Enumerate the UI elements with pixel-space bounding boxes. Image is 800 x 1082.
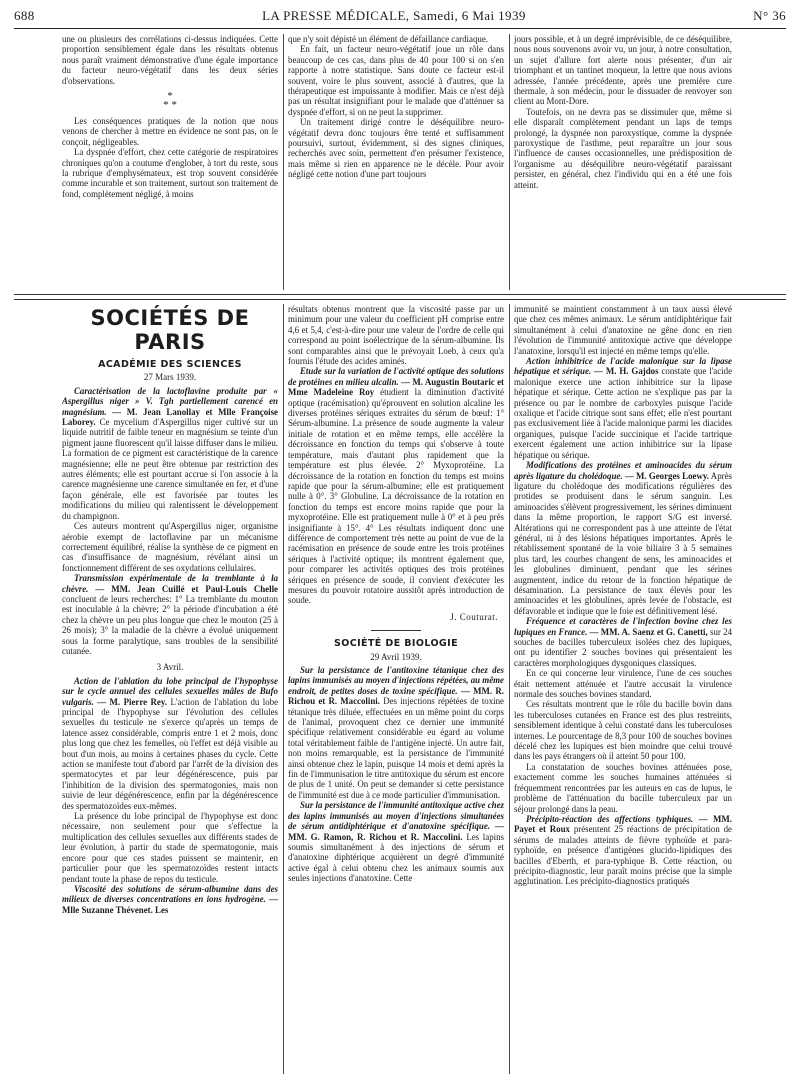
session-date: 27 Mars 1939. [143,372,197,383]
session-date: 29 Avril 1939. [370,651,422,662]
top-column-3 [514,34,732,290]
article-text: L'action de l'ablation du lobe principal de l'hypophyse sur l'évolution des cellules sexuelles du testicule ne s'exerce qu'après un temps de latence assez considérable, compris entre 1 et 2 mois, donc plus long que chez les femelles, où l'effet est déjà visible au bout d'un mois, au moins à certaines phases du cycle. Cette action se manifeste tout d'abord par l'arrêt de la division des spermatocytes et par leur dégénérescence, puis par l'inhibition de la division des spermatogonies, mais non suivie de leur dégénérescence, enfin par la dégénérescence des spermatozoïdes eux-mêmes. [62,696,278,811]
session-date: 3 Avril. [156,662,184,673]
paragraph: une ou plusieurs des corrélations ci-dessus indiquées. Cette proportion sensiblement égale dans les résultats obtenus nous paraît vraiment démonstrative d'une égale importance du facteur neuro-végétatif dans les deux séries d'observations. [62,34,278,86]
section-title: SOCIÉTÉS DE PARIS [90,306,250,354]
section-break-stars: * * * [163,90,177,112]
article-title: Transmission expérimentale de la tremblante à la chèvre. [62,573,278,594]
article-title: Modifications des protéines et aminoacides du sérum après ligature du cholédoque. [514,460,732,481]
signature: J. Couturat. [450,611,498,622]
paragraph: En ce qui concerne leur virulence, l'une de ces souches était nettement atténuée et l'autre accusait la virulence normale des souches bovines standard. [514,668,732,700]
bottom-column-3 [514,304,732,1074]
article-authors: — MM. R. Richou et R. Maccolini. [288,685,504,707]
article-text: étudient la diminution d'activité optique (racémisation) qu'éprouvent en solution alcaline les diverses protéines sériques extraites du sérum de bœuf: 1° Sérum-albumine. La présence de soude augmente la valeur initiale de rotation et en même temps, elle accélère la décroissance en fonction du temps qui s'observe à toute température, mais d'autant plus rapidement que la température est plus élevée. 2° Myxoprotéine. La décroissance de la rotation en fonction du temps est moins rapide que pour la sérum-albumine; elle est pratiquement nulle à 0°. 3° Globuline. La décroissance de la rotation en fonction du temps est encore moins rapide que pour la myxoprotéine. Elle est pratiquement nulle à 0° et à peu près insignifiante à 15°. 4° Les résultats indiquent donc une différence de comportement très nette au point de vue de la racémisation en présence de soude entre les trois protéines sériques à l'activité optique; ils montrent également que, pour comparer les activités optiques des trois protéines sériques en présence de soude, il convient d'exécuter les mesures du pouvoir rotatoire aussitôt après introduction de soude. [288,387,504,606]
society-heading: ACADÉMIE DES SCIENCES [98,359,242,370]
journal-title: LA PRESSE MÉDICALE, Samedi, 6 Mai 1939 [262,8,526,23]
paragraph: En fait, un facteur neuro-végétatif joue un rôle dans beaucoup de ces cas, dans plus de 40 pour 100 si on s'en rapporte à notre statistique. Sans doute ce facteur est-il souvent, voire le plus souvent, associé à d'autres, que la thérapeutique est impuissante à modifier. Mais ce n'est déjà pas un résultat insignifiant pour le malade que d'atténuer sa dyspnée d'effort, si on ne peut la supprimer. [288,44,504,117]
article-title: Etude sur la variation de l'activité optique des solutions de protéines en milieu alcalin. [288,366,504,387]
paragraph: immunité se maintient constamment à un taux aussi élevé que chez ces mêmes animaux. Le sérum antidiphtérique fait simultanément à celui d'anatoxine ne gêne donc en rien l'évolution de l'immunité antitoxique active que développe l'anatoxine, lorsqu'il est injecté en même temps qu'elle. [514,304,732,356]
top-column-1 [62,34,278,290]
article-title: Sur la persistance de l'antitoxine tétanique chez des lapins immunisés au moyen d'injections répétées, au même endroit, de petites doses de toxine spécifique. [288,665,504,696]
paragraph: Un traitement dirigé contre le déséquilibre neuro-végétatif devra donc toujours être tenté et suffisamment poursuivi, surtout, évidemment, si des signes cliniques, recherchés avec soin, permettent d'en présumer l'existence, mais même si rien en apparence ne le décèle. Pour avoir négligé cette notion d'une part toujours [288,117,504,180]
article-title: Action de l'ablation du lobe principal de l'hypophyse sur le cycle annuel des cellules sexuelles mâles de Bufo vulgaris. [62,675,278,707]
column-rule [283,304,284,1074]
article-authors: — MM. Payet et Roux [514,813,732,835]
article-authors: — M. H. Gajdos [594,366,659,377]
section-divider [14,294,786,300]
issue-number: N° 36 [753,8,786,23]
article-text: Ce mycelium d'Aspergillus niger cultivé sur un liquide nutritif de faible teneur en magnésium se teinte d'un pigment jaune fluorescent qu'il laisse diffuser dans le milieu. La formation de ce pigment est caractéristique de la carence magnésienne; elle ne peut être obtenue par restriction des autres éléments; elle est pourtant accrue si l'on associe à la carence magnésienne une carence simultanée en fer, et d'une façon générale, elle est favorisée par toutes les modifications du milieu qui ralentissent le développement du champignon. [62,417,278,521]
bottom-column-2 [288,304,504,1074]
article-text: constate que l'acide malonique exerce une action inhibitrice sur la lipase hépatique et sérique. Cette action ne s'explique pas par la présence ou par le nombre de carboxyles puisque l'acide oxalique et l'acide citrique sont sans effet; elle n'est pourtant pas exclusivement liée à l'acide malonique parmi les diacides organiques, puisque l'acide succinique et l'acide tartrique exercent également une action inhibitrice sur la lipase hépatique ou sérique. [514,366,732,460]
article-title: Fréquence et caractères de l'infection bovine chez les lupiques en France. [514,616,732,637]
article-title: Action inhibitrice de l'acide malonique sur la lipase hépatique et sérique. [514,356,732,377]
article-title: Précipito-réaction des affections typhiques. [526,813,694,824]
page-number: 688 [14,8,35,23]
article-authors: — MM. A. Saenz et G. Canetti, [589,626,708,637]
article-text: présentent 25 réactions de précipitation de sérums de malades atteints de fièvre typhoïde et para-typhoïde, en présence d'antigènes glucido-lipidiques des bacilles d'Eberth, et para-typhique B. Cette réaction, ou précipito-diagnostic, leur paraît moins précise que la simple agglutination. Les précipito-diagnostics pratiqués [514,824,732,887]
paragraph: résultats obtenus montrent que la viscosité passe par un minimum pour une valeur du coefficient pH comprise entre 4,6 et 5,4, c'est-à-dire pour une valeur de l'ordre de celle qui correspond au point isoélectrique de la sérum-albumine. Ils sont comparables ainsi que le prévoyait Loeb, à ceux qu'a fournis l'étude des acides aminés. [288,304,504,367]
article-text: Après ligature du cholédoque des modifications régulières des protides se produisent dans le sérum sanguin. Les aminoacides s'élèvent progressivement, les sérines diminuent dans la même proportion, le rapport S/G est inversé. Altérations qui ne correspondent pas à une atteinte de l'état général, ni à des lésions hépatiques importantes. Après le rétablissement spontané de la voie biliaire 3 à 5 semaines plus tard, les courbes changent de sens, les aminoacides et les globulines diminuent, pendant que les sérines augmentent, indice du retour de la fonction hépatique de désamination. La persistance de taux élevés pour les aminoacides et les globulines, après levée de l'obstacle, est défavorable et indique que le foie est définitivement lésé. [514,470,732,616]
page-header [14,4,786,29]
paragraph: Ces auteurs montrent qu'Aspergillus niger, organisme aérobie exempt de lactoflavine par un mécanisme correctement équilibré, réalise la synthèse de ce pigment en cas d'insuffisance de magnésium, révélant ainsi un fonctionnement différent de ses oxydations cellulaires. [62,521,278,573]
column-rule [283,34,284,290]
article-text: Les lapins soumis simultanément à des injections de sérum et d'anatoxine diphtérique acquièrent un degré d'immunité active égal à celui obtenu chez les animaux soumis aux seules injections d'anatoxine. Cette [288,831,504,884]
top-column-2 [288,34,504,290]
article-text: Des injections répétées de toxine tétanique très diluée, effectuées en un même point du corps de l'animal, provoquent chez ce dernier une immunité spécifique relativement considérable eu égard au volume total véritablement faible de l'antigène injecté. Un autre fait, non moins remarquable, est la persistance de l'immunité ainsi obtenue chez le lapin, puisque 14 mois et demi après la fin de l'immunisation le titre antitoxique du sérum est encore de plus de 1 unité. On peut se demander si cette persistance de l'immunité est due à ce mode particulier d'immunisation. [288,696,504,800]
article-authors: — M. Jean Lanollay et Mlle Françoise Laborey. [62,406,278,428]
article-text: sur 24 souches de bacilles tuberculeux isolées chez des lupiques, ont pu identifier 2 souches bovines qui présentaient les caractères morphologiques dysgoniques classiques. [514,626,732,668]
paragraph: Les conséquences pratiques de la notion que nous venons de chercher à mettre en évidence ne sont pas, on le conçoit, négligeables. [62,116,278,147]
article-authors: — MM. G. Ramon, R. Richou et R. Maccolini. [288,821,504,842]
paragraph: que n'y soit dépisté un élément de défaillance cardiaque. [288,34,488,44]
article-authors: — M. Augustin Boutaric et Mme Madeleine Roy [288,376,504,398]
bottom-column-1 [62,304,278,1074]
society-heading: SOCIÉTÉ DE BIOLOGIE [334,638,458,650]
paragraph: La dyspnée d'effort, chez cette catégorie de respiratoires chroniques qu'on a coutume d'englober, à tort du reste, sous la rubrique d'emphysémateux, est trop souvent considérée comme incurable et son traitement, surtout son traitement de fond, complètement négligé, à moins [62,147,278,199]
paragraph: Toutefois, on ne devra pas se dissimuler que, même si elle disparaît complètement pendant un laps de temps prolongé, la dyspnée non paroxystique, comme la dyspnée paroxystique de l'asthme, peut reparaître un jour sous l'influence de causes occasionnelles, une prédisposition de l'organisme au déséquilibre neuro-végétatif paraissant persister, en général, chez l'individu qui en a été une fois atteint. [514,106,732,190]
column-rule [509,34,510,290]
paragraph: La constatation de souches bovines atténuées pose, exactement comme les souches humaines atténuées si fréquemment rencontrées par les auteurs en cas de lupus, le problème de l'atténuation du bacille tuberculeux par un séjour prolongé dans la peau. [514,761,732,814]
article-title: Sur la persistance de l'immunité antitoxique active chez des lapins immunisés au moyen d'injections simultanées de sérum antidiphtérique et d'anatoxine spécifique. [288,800,504,832]
article-text: concluent de leurs recherches: 1° La tremblante du mouton est inoculable à la chèvre; 2° la période d'incubation a été chez la chèvre un peu plus longue que chez le mouton (25 à 26 mois); 3° la maladie de la chèvre a évolué uniquement sous la forme paralytique, sans troubles de la sensibilité cutanée. [62,593,278,656]
short-divider [371,630,421,631]
paragraph: jours possible, et à un degré imprévisible, de ce déséquilibre, nous nous souvenons avoir vu, un jour, à notre consultation, un sujet d'allure fort alerte nous présenter, d'un air triomphant et un tantinet moqueur, la lettre que nous avions adressée, l'année précédente, après une première cure thermale, à son médecin, pour le dissuader de renvoyer son client au Mont-Dore. [514,34,732,107]
article-authors: — M. Georges Loewy. [624,470,710,481]
paragraph: La présence du lobe principal de l'hypophyse est donc nécessaire, non seulement pour que s'effectue la multiplication des cellules sexuelles aux différents stades de leur évolution, à partir du stade de spermatogonie, mais encore pour que ces stades puissent se maintenir, en particulier pour que les spermatozoïdes restent intacts pendant toute la phase de repos du testicule. [62,811,278,884]
article-authors: — Mlle Suzanne Thévenet. Les [62,894,278,915]
article-authors: — MM. Jean Cuillé et Paul-Louis Chelle [95,583,278,594]
article-authors: — M. Pierre Rey. [97,696,167,707]
article-title: Caractérisation de la lactoflavine produite par « Aspergillus niger » V. Tgh partiellement carencé en magnésium. [62,385,278,417]
article-title: Viscosité des solutions de sérum-albumine dans des milieux de diverses concentrations en ions hydrogène. [62,883,278,905]
column-rule [509,304,510,1074]
paragraph: Ces résultats montrent que le rôle du bacille bovin dans les tuberculoses cutanées en France est des plus restreints, sensiblement identique à celui constaté dans les tuberculoses internes. Le pourcentage de 8,3 pour 100 de souches bovines décelé chez les lupiques est bien moindre que celui trouvé dans les pays étrangers où il atteint 50 pour 100. [514,699,732,762]
